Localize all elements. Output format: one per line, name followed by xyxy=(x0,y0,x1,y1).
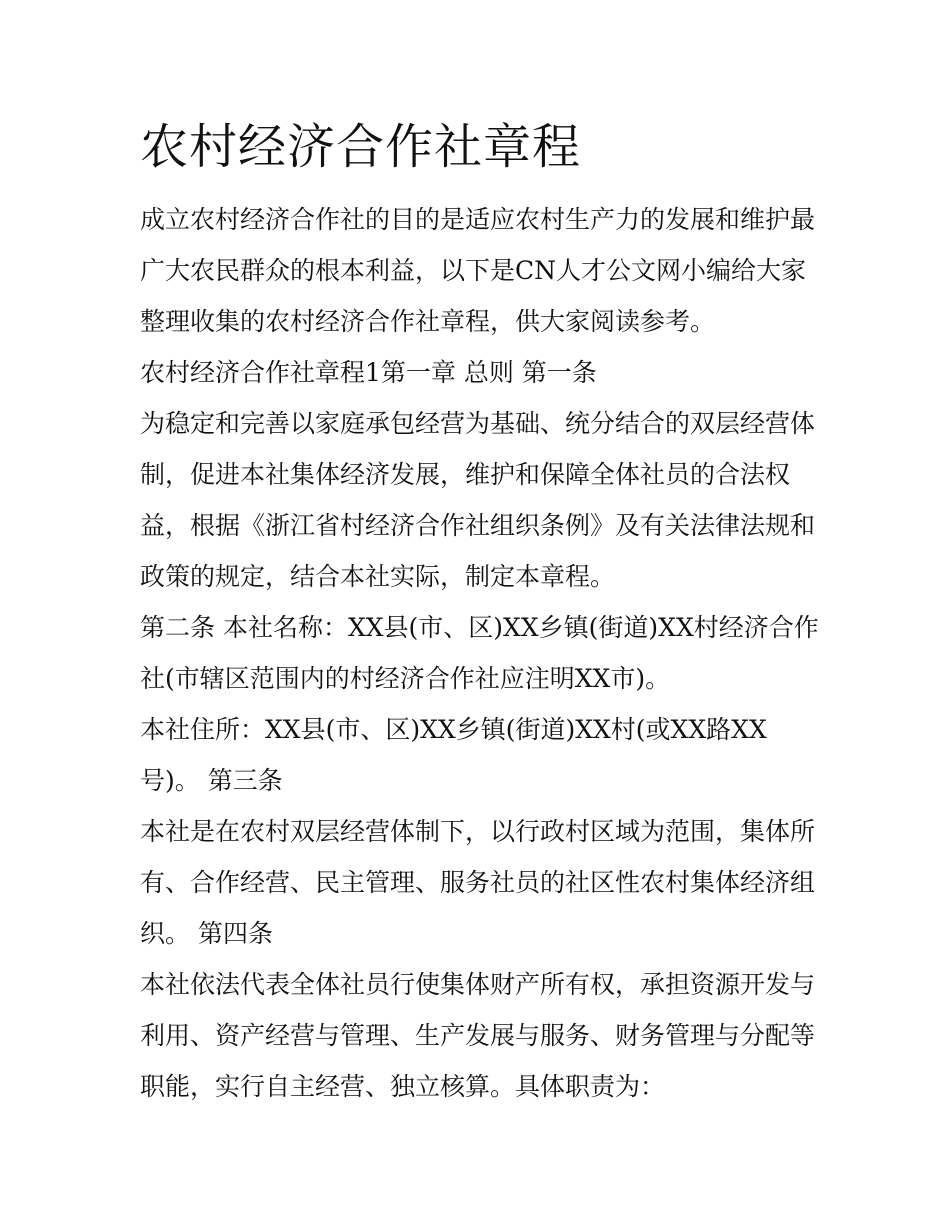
article-2-name-paragraph xyxy=(140,602,830,704)
article-3-paragraph xyxy=(140,806,830,959)
document-content xyxy=(140,112,830,1112)
chapter-heading-paragraph xyxy=(140,347,830,398)
text-line: 有、合作经营、民主管理、服务社员的社区性农村集体经济组 xyxy=(140,868,816,897)
text-line: 第二条 本社名称：XX县(市、区)XX乡镇(街道)XX村经济合作 xyxy=(140,613,819,642)
text-line: 农村经济合作社章程1第一章 总则 第一条 xyxy=(140,358,597,387)
text-line: 广大农民群众的根本利益，以下是CN人才公文网小编给大家 xyxy=(140,256,807,285)
document-title: 农村经济合作社章程 xyxy=(140,119,582,175)
text-line: 社(市辖区范围内的村经济合作社应注明XX市)。 xyxy=(140,664,671,693)
text-line: 本社是在农村双层经营体制下，以行政村区域为范围，集体所 xyxy=(140,817,816,846)
text-line: 成立农村经济合作社的目的是适应农村生产力的发展和维护最 xyxy=(140,205,816,234)
text-line: 整理收集的农村经济合作社章程，供大家阅读参考。 xyxy=(140,307,716,336)
text-line: 织。 第四条 xyxy=(140,919,273,948)
text-line: 为稳定和完善以家庭承包经营为基础、统分结合的双层经营体 xyxy=(140,409,816,438)
text-line: 本社依法代表全体社员行使集体财产所有权，承担资源开发与 xyxy=(140,970,816,999)
text-line: 政策的规定，结合本社实际，制定本章程。 xyxy=(140,562,616,591)
text-line: 职能，实行自主经营、独立核算。具体职责为： xyxy=(140,1072,666,1101)
text-line: 利用、资产经营与管理、生产发展与服务、财务管理与分配等 xyxy=(140,1021,816,1050)
text-line: 制，促进本社集体经济发展，维护和保障全体社员的合法权 xyxy=(140,460,791,489)
text-line: 号)。 第三条 xyxy=(140,766,283,795)
text-line: 本社住所：XX县(市、区)XX乡镇(街道)XX村(或XX路XX xyxy=(140,715,767,744)
text-line: 益，根据《浙江省村经济合作社组织条例》及有关法律法规和 xyxy=(140,511,816,540)
article-2-address-paragraph xyxy=(140,704,830,806)
article-4-paragraph xyxy=(140,959,830,1112)
article-1-paragraph xyxy=(140,398,830,602)
intro-paragraph xyxy=(140,194,830,347)
